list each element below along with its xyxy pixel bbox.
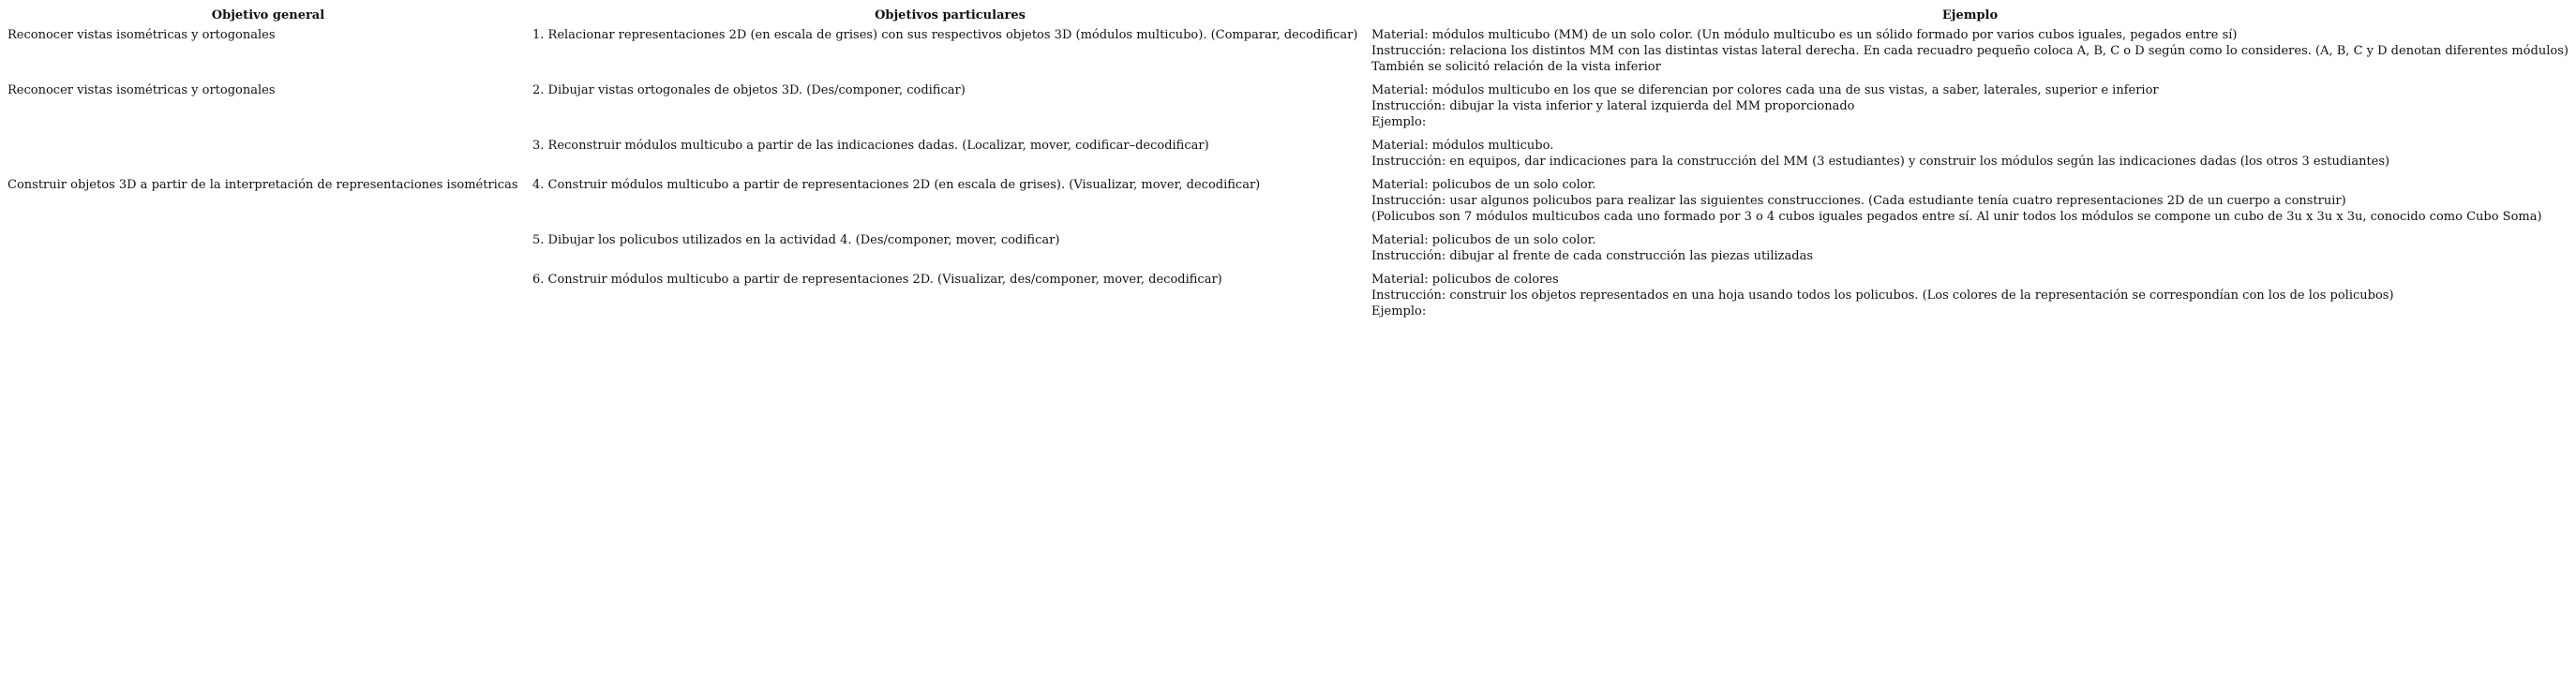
example-line: Instrucción: construir los objetos representados en una hoja usando todos los policubos. (Los colores de la representación se correspondían con los de los policubos) bbox=[1371, 289, 2394, 303]
header-row bbox=[6, 6, 2570, 27]
example-line: Instrucción: dibujar la vista inferior y lateral izquierda del MM proporcionado bbox=[1371, 99, 1855, 113]
cell-general: Reconocer vistas isométricas y ortogonales bbox=[7, 83, 276, 97]
example-line: Material: módulos multicubo (MM) de un solo color. (Un módulo multicubo es un sólido formado por varios cubos iguales, pegados entre sí) bbox=[1371, 28, 2238, 42]
cell-particular: 3. Reconstruir módulos multicubo a partir de las indicaciones dadas. (Localizar, mover, codificar–decodificar) bbox=[532, 139, 1209, 153]
cell-general bbox=[6, 272, 531, 327]
cell-example bbox=[1370, 272, 2570, 327]
header-example: Ejemplo bbox=[1941, 8, 1999, 22]
example-line: Material: módulos multicubo en los que se diferencian por colores cada una de sus vistas, a saber, laterales, superior e inferior bbox=[1371, 83, 2159, 97]
example-line: Instrucción: relaciona los distintos MM con las distintas vistas lateral derecha. En cada recuadro pequeño coloca A, B, C o D según como lo consideres. (A, B, C y D denotan diferentes módulos) bbox=[1371, 44, 2569, 58]
cell-particular: 2. Dibujar vistas ortogonales de objetos 3D. (Des/componer, codificar) bbox=[532, 83, 966, 97]
cell-example bbox=[1370, 177, 2570, 232]
example-line: Ejemplo: bbox=[1371, 304, 1427, 318]
cell-general: Reconocer vistas isométricas y ortogonales bbox=[7, 28, 276, 42]
cell-general bbox=[6, 138, 531, 177]
table-row bbox=[6, 82, 2570, 138]
table-row bbox=[6, 27, 2570, 82]
cell-general: Construir objetos 3D a partir de la interpretación de representaciones isométricas bbox=[7, 178, 518, 192]
cell-particular: 6. Construir módulos multicubo a partir de representaciones 2D. (Visualizar, des/componer, mover, decodificar) bbox=[532, 273, 1222, 287]
cell-general bbox=[6, 232, 531, 272]
example-line: Ejemplo: bbox=[1371, 115, 1427, 129]
table-row bbox=[6, 177, 2570, 232]
example-line: Instrucción: dibujar al frente de cada construcción las piezas utilizadas bbox=[1371, 249, 1814, 263]
header-general: Objetivo general bbox=[211, 8, 325, 22]
objectives-table bbox=[6, 6, 2570, 327]
table-row bbox=[6, 272, 2570, 327]
cell-particular: 4. Construir módulos multicubo a partir de representaciones 2D (en escala de grises). (Visualizar, mover, decodificar) bbox=[532, 178, 1261, 192]
example-line: Material: módulos multicubo. bbox=[1371, 139, 1554, 153]
cell-particular: 1. Relacionar representaciones 2D (en escala de grises) con sus respectivos objetos 3D (módulos multicubo). (Comparar, decodificar) bbox=[532, 28, 1358, 42]
example-line: Material: policubos de un solo color. bbox=[1371, 178, 1596, 192]
example-line: Instrucción: usar algunos policubos para realizar las siguientes construcciones. (Cada estudiante tenía cuatro representaciones 2D de un cuerpo a construir) bbox=[1371, 194, 2346, 208]
table-row bbox=[6, 138, 2570, 177]
table-row bbox=[6, 232, 2570, 272]
cell-example bbox=[1370, 138, 2570, 177]
example-line: Material: policubos de un solo color. bbox=[1371, 233, 1596, 247]
example-line: Material: policubos de colores bbox=[1371, 273, 1559, 287]
cell-example bbox=[1370, 82, 2570, 138]
example-line: Instrucción: en equipos, dar indicaciones para la construcción del MM (3 estudiantes) y construir los módulos según las indicaciones dadas (los otros 3 estudiantes) bbox=[1371, 155, 2390, 169]
cell-particular: 5. Dibujar los policubos utilizados en la actividad 4. (Des/componer, mover, codificar) bbox=[532, 233, 1060, 247]
header-particular: Objetivos particulares bbox=[875, 8, 1026, 22]
example-line: También se solicitó relación de la vista inferior bbox=[1371, 60, 1661, 74]
example-line: (Policubos son 7 módulos multicubos cada uno formado por 3 o 4 cubos iguales pegados entre sí. Al unir todos los módulos se compone un cubo de 3u x 3u x 3u, conocido como Cubo Soma) bbox=[1371, 210, 2542, 224]
cell-example bbox=[1370, 27, 2570, 82]
cell-example bbox=[1370, 232, 2570, 272]
